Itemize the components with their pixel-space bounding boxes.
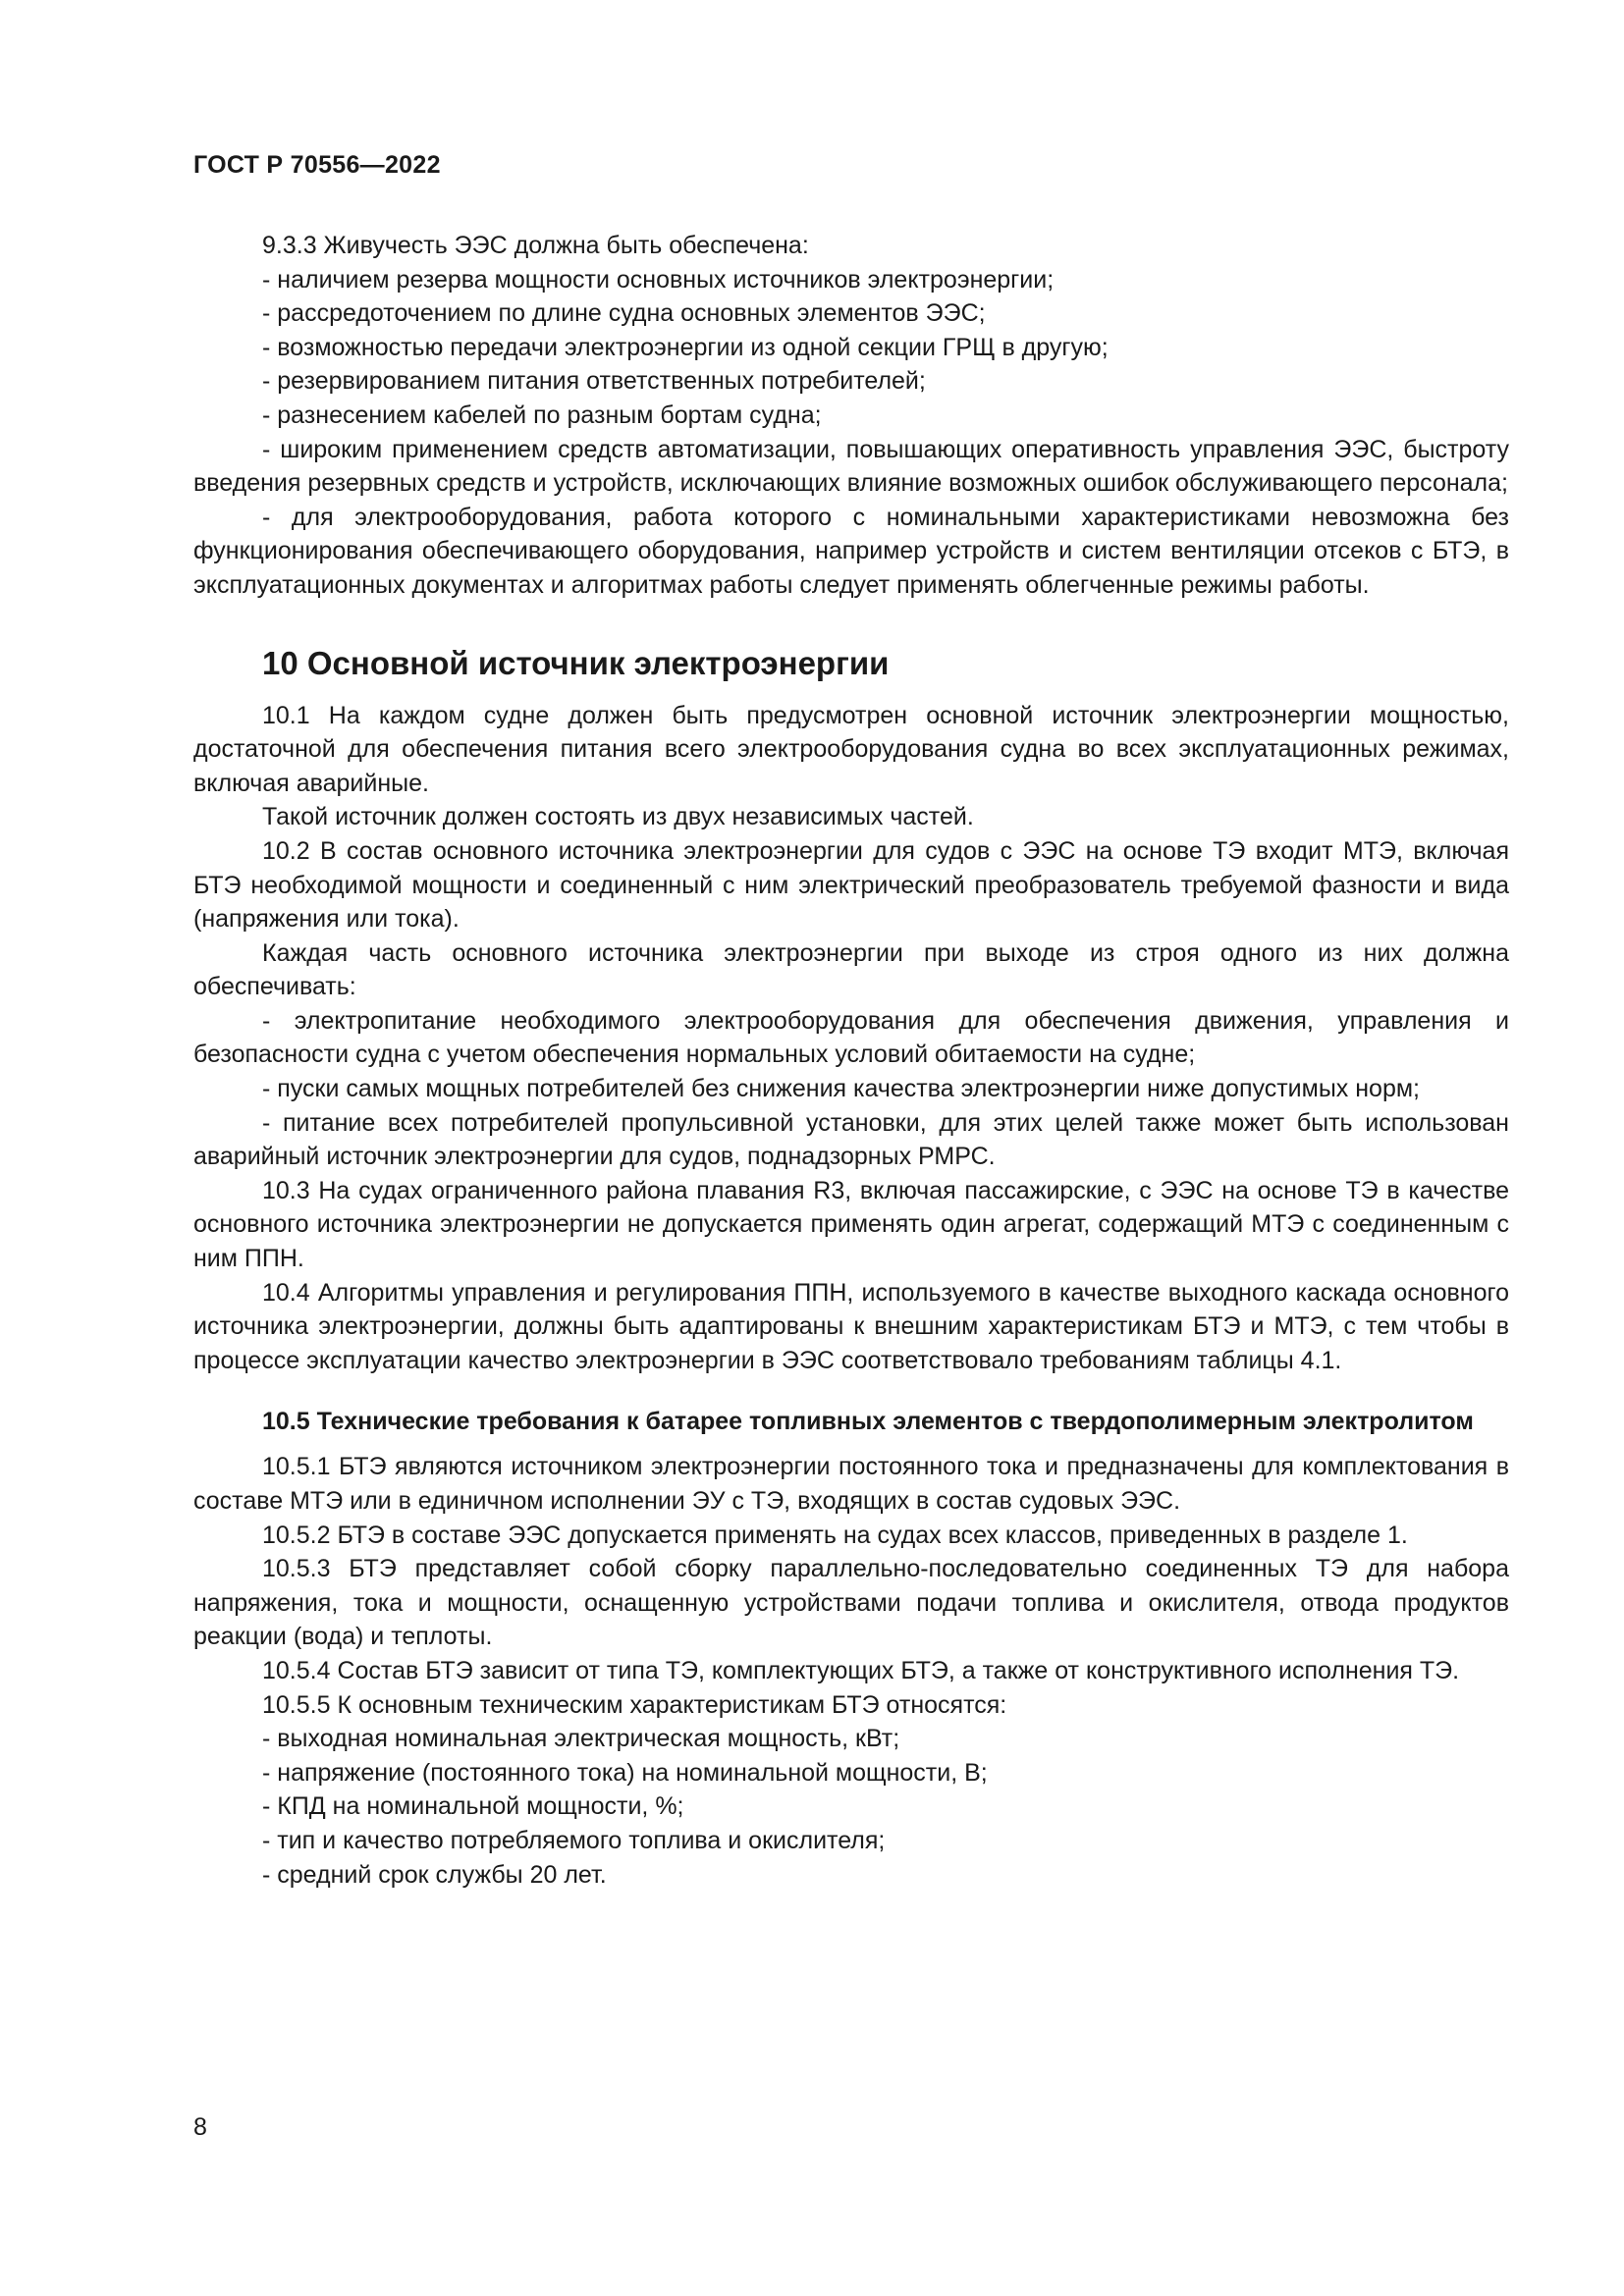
paragraph: 10.4 Алгоритмы управления и регулирования ППН, используемого в качестве выходного каскада основного источника электроэнергии, должны быть адаптированы к внешним характеристикам БТЭ и МТЭ, с тем чтобы в процессе эксплуатации качество электроэнергии в ЭЭС соответствовало требованиям таблицы 4.1. bbox=[193, 1278, 1509, 1374]
paragraph: 10.5.3 БТЭ представляет собой сборку параллельно-последовательно соединенных ТЭ для набора напряжения, тока и мощности, оснащенную устройствами подачи топлива и окислителя, отвода продуктов реакции (вода) и теплоты. bbox=[193, 1555, 1509, 1651]
paragraph: 10.2 В состав основного источника электроэнергии для судов с ЭЭС на основе ТЭ входит МТЭ, включая БТЭ необходимой мощности и соединенный с ним электрический преобразователь требуемой фазности и вида (напряжения или тока). bbox=[193, 836, 1509, 934]
list-item: - рассредоточением по длине судна основных элементов ЭЭС; bbox=[262, 299, 986, 328]
section-10 bbox=[193, 699, 1509, 1378]
list-item: - возможностью передачи электроэнергии из одной секции ГРЩ в другую; bbox=[262, 333, 1109, 361]
list-item: - пуски самых мощных потребителей без снижения качества электроэнергии ниже допустимых норм; bbox=[262, 1075, 1420, 1103]
section-10-5 bbox=[193, 1450, 1509, 1892]
list-item: - для электрооборудования, работа которого с номинальными характеристиками невозможна без функционирования обеспечивающего оборудования, например устройств и систем вентиляции отсеков с БТЭ, в эксплуатационных документах и алгоритмах работы следует применять облегченные режимы работы. bbox=[193, 503, 1509, 599]
list-item: - электропитание необходимого электрооборудования для обеспечения движения, управления и безопасности судна с учетом обеспечения нормальных условий обитаемости на судне; bbox=[193, 1006, 1509, 1069]
subsection-heading-10-5: 10.5 Технические требования к батарее топливных элементов с твердополимерным электролитом bbox=[262, 1408, 1474, 1436]
paragraph: 10.3 На судах ограниченного района плавания R3, включая пассажирские, с ЭЭС на основе ТЭ в качестве основного источника электроэнергии не допускается применять один агрегат, содержащий МТЭ с соединенным с ним ППН. bbox=[193, 1176, 1509, 1273]
paragraph: Каждая часть основного источника электроэнергии при выходе из строя одного из них должна обеспечивать: bbox=[193, 938, 1509, 1001]
list-item: - КПД на номинальной мощности, %; bbox=[262, 1792, 684, 1821]
list-item: - питание всех потребителей пропульсивной установки, для этих целей также может быть использован аварийный источник электроэнергии для судов, поднадзорных РМРС. bbox=[193, 1108, 1509, 1171]
list-item: - выходная номинальная электрическая мощность, кВт; bbox=[262, 1725, 900, 1753]
list-item: - наличием резерва мощности основных источников электроэнергии; bbox=[262, 265, 1055, 294]
paragraph: 10.5.4 Состав БТЭ зависит от типа ТЭ, комплектующих БТЭ, а также от конструктивного исполнения ТЭ. bbox=[262, 1656, 1460, 1684]
list-item: - напряжение (постоянного тока) на номинальной мощности, В; bbox=[262, 1758, 988, 1787]
list-item: - широким применением средств автоматизации, повышающих оперативность управления ЭЭС, быстроту введения резервных средств и устройств, исключающих влияние возможных ошибок обслуживающего персонала; bbox=[193, 435, 1509, 498]
section-heading-10: 10 Основной источник электроэнергии bbox=[262, 644, 890, 681]
paragraph: 10.5.2 БТЭ в составе ЭЭС допускается применять на судах всех классов, приведенных в разделе 1. bbox=[262, 1521, 1408, 1549]
paragraph: 9.3.3 Живучесть ЭЭС должна быть обеспечена: bbox=[262, 232, 809, 259]
page-number: 8 bbox=[193, 2113, 207, 2141]
paragraph: Такой источник должен состоять из двух независимых частей. bbox=[262, 803, 974, 831]
list-item: - тип и качество потребляемого топлива и окислителя; bbox=[262, 1826, 886, 1854]
paragraph: 10.5.1 БТЭ являются источником электроэнергии постоянного тока и предназначены для комплектования в составе МТЭ или в единичном исполнении ЭУ с ТЭ, входящих в состав судовых ЭЭС. bbox=[193, 1453, 1509, 1515]
paragraph: 10.1 На каждом судне должен быть предусмотрен основной источник электроэнергии мощностью, достаточной для обеспечения питания всего электрооборудования судна во всех эксплуатационных режимах, включая аварийные. bbox=[193, 701, 1509, 797]
paragraph: 10.5.5 К основным техническим характеристикам БТЭ относятся: bbox=[262, 1690, 1007, 1719]
document-header: ГОСТ Р 70556—2022 bbox=[193, 151, 441, 179]
list-item: - разнесением кабелей по разным бортам судна; bbox=[262, 400, 822, 429]
list-item: - резервированием питания ответственных потребителей; bbox=[262, 367, 926, 396]
section-9-3-3 bbox=[193, 229, 1509, 603]
page-body bbox=[193, 229, 1509, 1892]
list-item: - средний срок службы 20 лет. bbox=[262, 1860, 607, 1889]
